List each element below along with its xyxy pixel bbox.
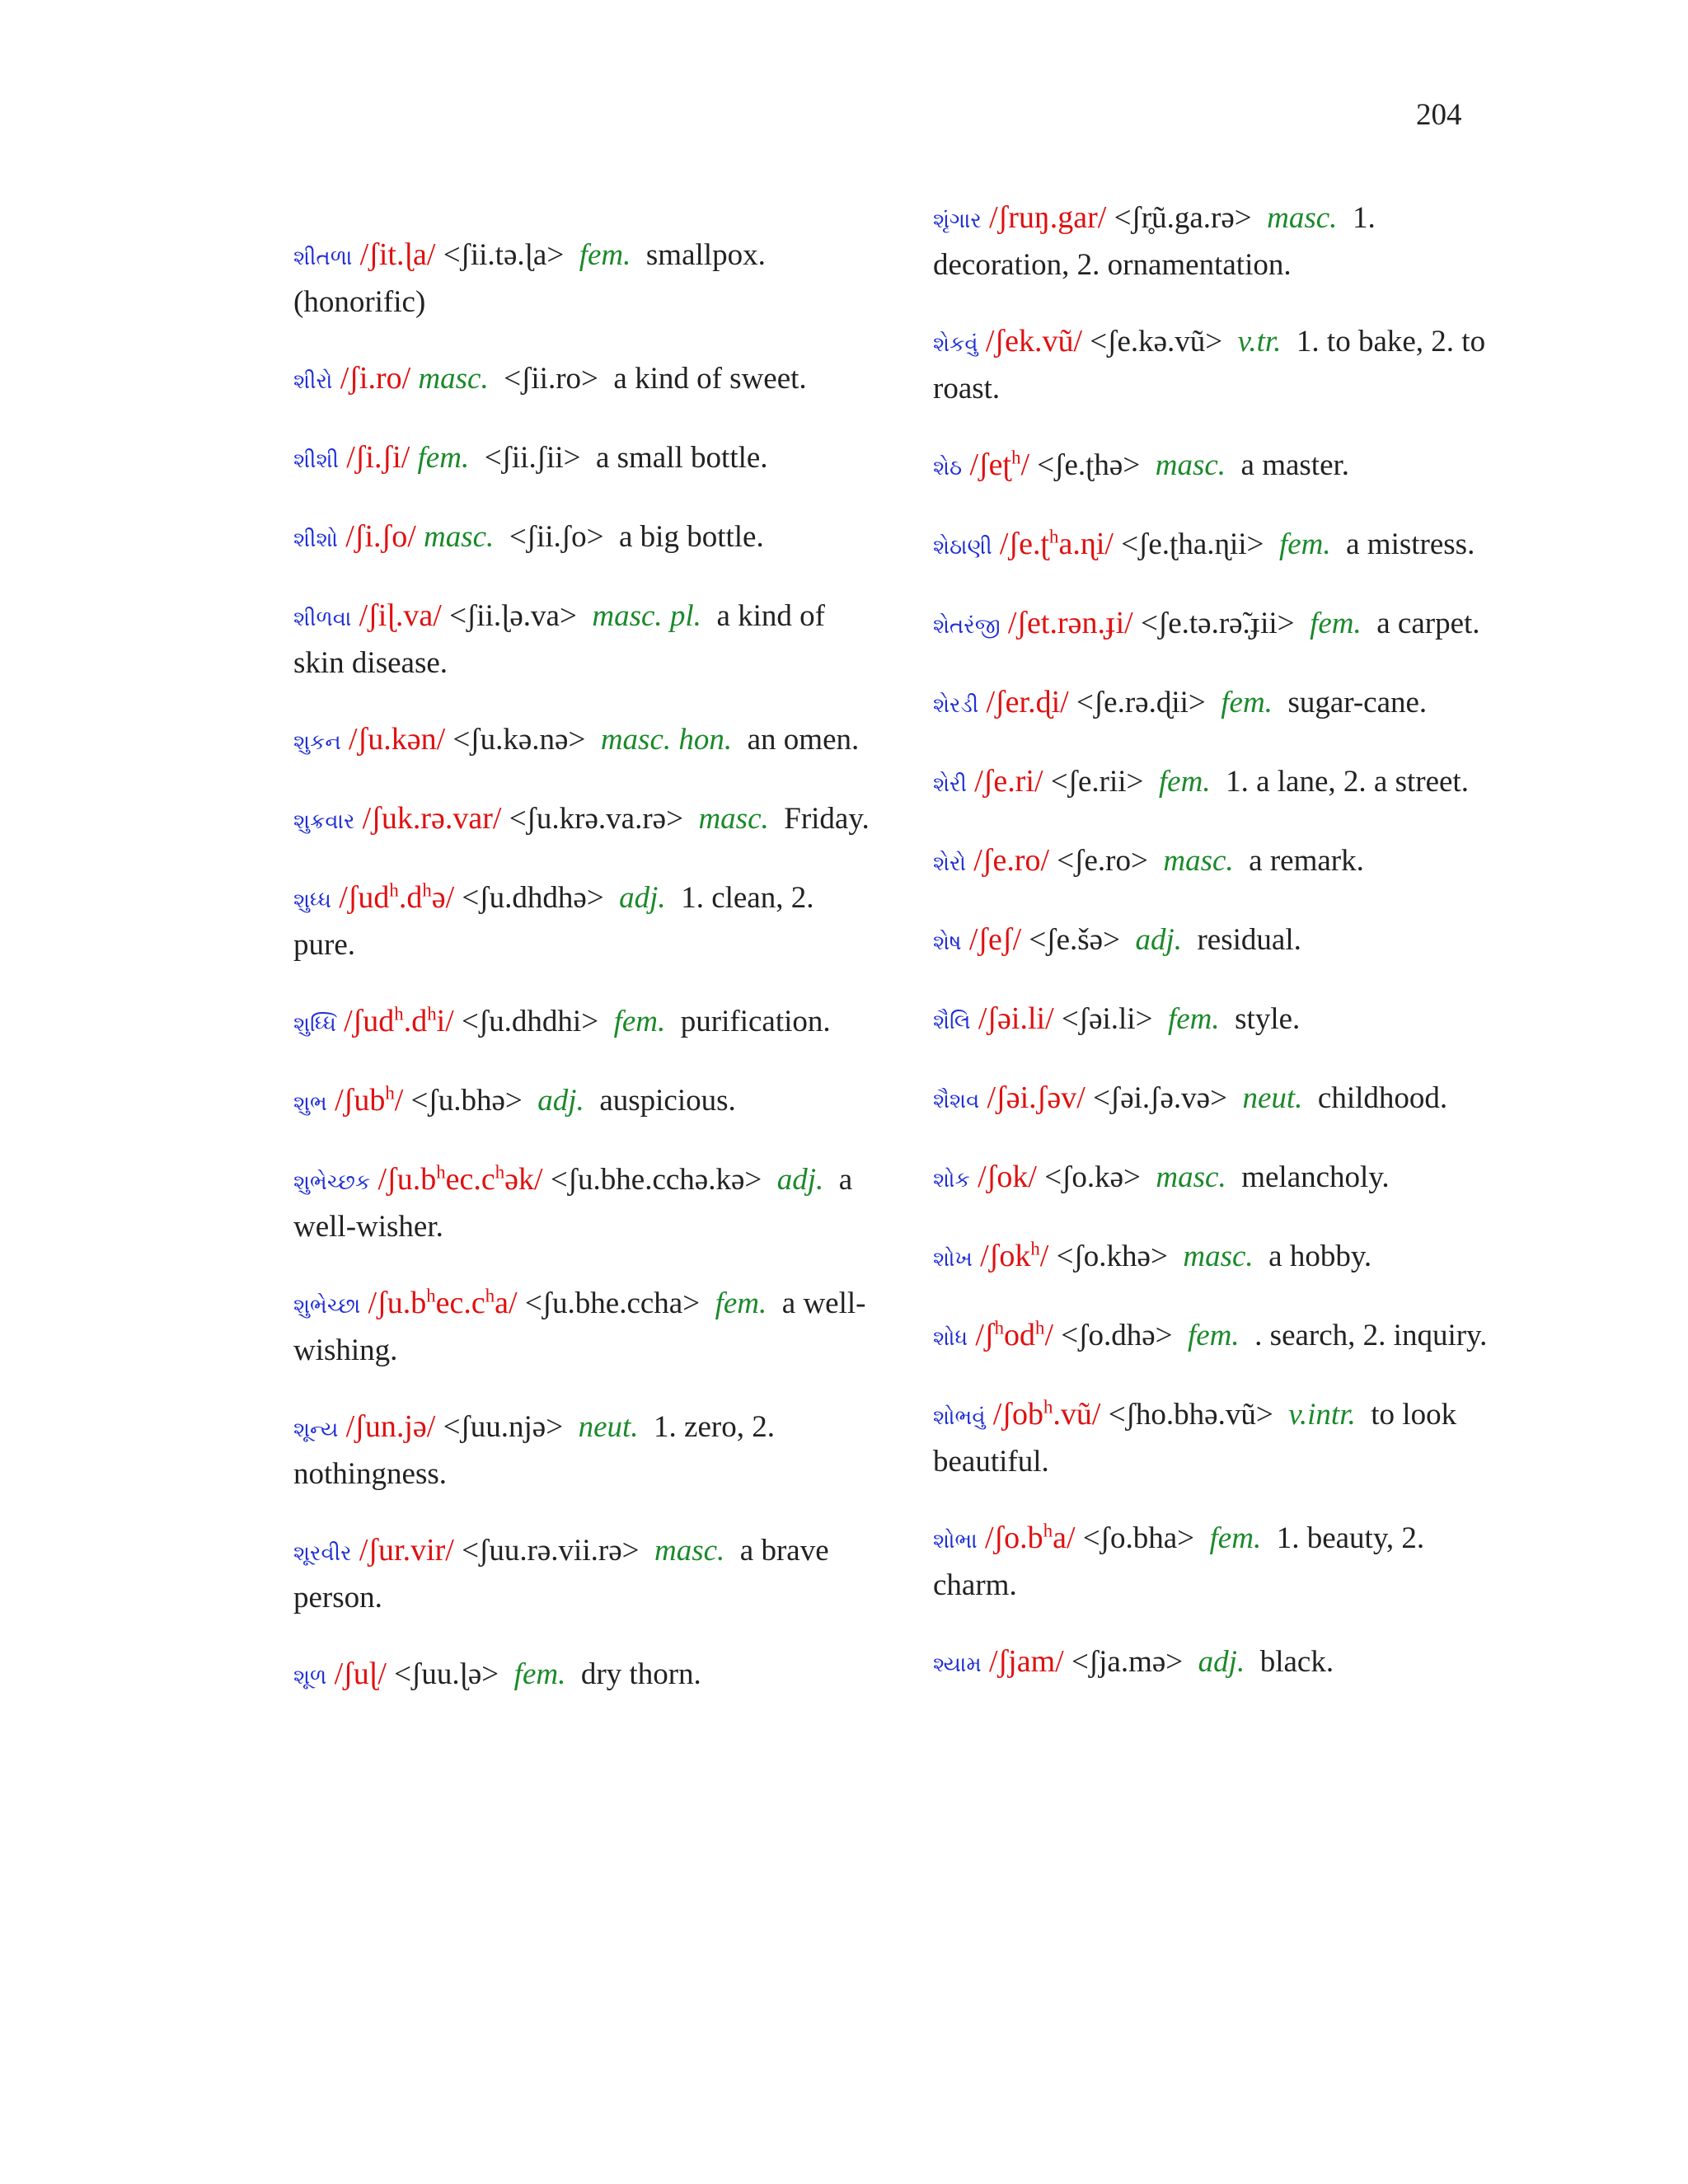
entry-transliteration: <ʃe.kə.vũ> — [1090, 325, 1223, 359]
entry-part-of-speech: masc. hon. — [600, 723, 733, 757]
entry-part-of-speech: fem. — [1187, 1319, 1240, 1352]
entry-transliteration: <ʃuu.ɭə> — [394, 1657, 499, 1691]
dictionary-entry — [933, 1313, 1510, 1361]
entry-gloss: 1. beauty, 2. charm. — [933, 1521, 1425, 1602]
entry-gloss: 1. a lane, 2. a street. — [1226, 765, 1469, 799]
entry-part-of-speech: fem. — [513, 1657, 566, 1691]
dictionary-entry — [293, 232, 870, 325]
dictionary-entry — [293, 796, 870, 844]
entry-gloss: smallpox. (honorific) — [293, 238, 766, 319]
entry-transliteration: <ʃəi.li> — [1061, 1002, 1153, 1036]
entry-headword: શીરો — [293, 369, 333, 394]
entry-gloss: to look beautiful. — [933, 1398, 1457, 1479]
entry-headword: શેકવું — [933, 332, 978, 357]
entry-part-of-speech: adj. — [1198, 1645, 1245, 1679]
entry-ipa: /ʃit.ɭa/ — [359, 237, 436, 272]
entry-gloss: a hobby. — [1268, 1240, 1372, 1273]
dictionary-entry — [933, 1234, 1510, 1282]
entry-part-of-speech: fem. — [1158, 765, 1211, 799]
entry-headword: શુધ્ધિ — [293, 1012, 336, 1037]
entry-gloss: auspicious. — [599, 1084, 736, 1118]
entry-ipa: /ʃjam/ — [988, 1644, 1064, 1679]
right-column — [933, 195, 1510, 1718]
entry-part-of-speech: masc. — [1267, 201, 1338, 235]
entry-part-of-speech: fem. — [579, 238, 631, 272]
entry-part-of-speech: fem. — [613, 1005, 666, 1038]
dictionary-entry — [933, 680, 1510, 728]
entry-headword: શેઠાણી — [933, 535, 992, 560]
entry-gloss: 1. to bake, 2. to roast. — [933, 325, 1486, 405]
entry-headword: શીળવા — [293, 607, 352, 631]
entry-part-of-speech: adj. — [619, 881, 666, 915]
entry-gloss: a carpet. — [1376, 607, 1480, 640]
entry-gloss: 1. zero, 2. nothingness. — [293, 1410, 775, 1491]
entry-ipa: /ʃe.ro/ — [973, 843, 1050, 878]
entry-ipa: /ʃruŋ.gar/ — [989, 200, 1107, 235]
entry-transliteration: <ʃii.ʃii> — [484, 441, 581, 475]
dictionary-entry — [293, 435, 870, 483]
entry-transliteration: <ʃii.ʃo> — [509, 520, 604, 554]
entry-gloss: a master. — [1240, 448, 1350, 482]
entry-gloss: a remark. — [1249, 844, 1364, 878]
dictionary-entry — [933, 1516, 1510, 1608]
dictionary-entry — [293, 875, 870, 968]
entry-transliteration: <ʃo.dhə> — [1061, 1319, 1173, 1352]
dictionary-entry — [293, 356, 870, 404]
entry-part-of-speech: fem. — [417, 441, 470, 475]
entry-transliteration: <ʃo.kə> — [1044, 1160, 1141, 1194]
entry-ipa: /ʃuɭ/ — [334, 1657, 387, 1691]
entry-part-of-speech: masc. — [698, 802, 769, 836]
dictionary-entry — [933, 996, 1510, 1044]
entry-transliteration: <ʃr̥ũ.ga.rə> — [1114, 201, 1252, 235]
dictionary-entry — [933, 838, 1510, 886]
entry-ipa: /ʃek.vũ/ — [985, 324, 1082, 359]
entry-transliteration: <ʃəi.ʃə.və> — [1093, 1081, 1227, 1115]
dictionary-entry — [933, 1639, 1510, 1687]
entry-part-of-speech: fem. — [1221, 686, 1273, 719]
dictionary-entry — [933, 759, 1510, 807]
entry-headword: શુક્રવાર — [293, 809, 355, 834]
entry-headword: શીશો — [293, 527, 339, 552]
entry-ipa: /ʃi.ro/ — [340, 361, 411, 396]
entry-gloss: a small bottle. — [595, 441, 768, 475]
entry-part-of-speech: masc. — [1163, 844, 1234, 878]
dictionary-entry — [293, 1404, 870, 1497]
entry-headword: શોભવું — [933, 1405, 986, 1430]
entry-gloss: a well-wishing. — [293, 1286, 866, 1367]
entry-transliteration: <ʃho.bhə.vũ> — [1108, 1398, 1273, 1432]
entry-headword: શેતરંજી — [933, 614, 1001, 639]
entry-gloss: residual. — [1197, 923, 1301, 957]
entry-ipa: /ʃe.ʈ$^h$a.ɳi/ — [999, 526, 1114, 561]
entry-headword: શેરો — [933, 851, 966, 876]
entry-gloss: 1. clean, 2. pure. — [293, 881, 814, 962]
entry-transliteration: <ʃu.dhdhə> — [462, 881, 604, 915]
entry-part-of-speech: masc. — [1183, 1240, 1254, 1273]
entry-transliteration: <ʃuu.njə> — [443, 1410, 564, 1444]
entry-transliteration: <ʃe.tə.rə̃.ɟii> — [1141, 607, 1295, 640]
entry-gloss: childhood. — [1317, 1081, 1448, 1115]
entry-part-of-speech: adj. — [776, 1163, 824, 1197]
entry-headword: શૂન્ય — [293, 1418, 339, 1442]
entry-transliteration: <ʃe.ro> — [1057, 844, 1148, 878]
entry-headword: શુકન — [293, 730, 341, 755]
dictionary-entry — [933, 443, 1510, 490]
entry-part-of-speech: v.tr. — [1237, 325, 1282, 359]
entry-headword: શૂરવીર — [293, 1541, 352, 1566]
entry-ipa: $/ʃud^h.d^hə/$ — [339, 879, 455, 915]
entry-ipa: /ʃur.vir/ — [359, 1533, 454, 1568]
entry-gloss: a brave person. — [293, 1534, 829, 1615]
dictionary-entry — [933, 917, 1510, 965]
dictionary-entry — [933, 195, 1510, 288]
dictionary-entry — [933, 522, 1510, 569]
entry-part-of-speech: masc. — [418, 362, 489, 396]
entry-transliteration: <ʃe.ʈhə> — [1037, 448, 1141, 482]
entry-part-of-speech: fem. — [1278, 527, 1331, 561]
left-column — [293, 232, 870, 1731]
entry-headword: શૈશવ — [933, 1089, 980, 1113]
dictionary-entry — [933, 319, 1510, 411]
entry-part-of-speech: fem. — [1167, 1002, 1220, 1036]
entry-ipa: /ʃi.ʃo/ — [345, 519, 416, 554]
entry-part-of-speech: masc. pl. — [592, 599, 701, 633]
dictionary-entry — [933, 601, 1510, 649]
entry-headword: શોક — [933, 1168, 970, 1193]
entry-headword: શેઠ — [933, 456, 963, 480]
entry-transliteration: <ʃu.krə.va.rə> — [509, 802, 683, 836]
entry-headword: શોભા — [933, 1529, 978, 1554]
entry-ipa: /ʃu.kən/ — [349, 722, 446, 757]
entry-ipa: /ʃi.ʃi/ — [346, 440, 410, 475]
entry-part-of-speech: masc. — [424, 520, 495, 554]
entry-headword: શોધ — [933, 1326, 968, 1351]
entry-transliteration: <ʃo.khə> — [1056, 1240, 1168, 1273]
dictionary-entry — [293, 1157, 870, 1249]
dictionary-entry — [293, 514, 870, 562]
entry-headword: શેરડી — [933, 693, 979, 718]
entry-ipa: /ʃer.ɖi/ — [986, 685, 1069, 719]
entry-ipa: /ʃok/ — [978, 1160, 1037, 1194]
entry-transliteration: <ʃu.bhe.cchə.kə> — [550, 1163, 762, 1197]
dictionary-entry — [293, 1078, 870, 1126]
entry-transliteration: <ʃii.ɭə.va> — [449, 599, 577, 633]
entry-ipa: /ʃob$^h$.vũ/ — [992, 1396, 1101, 1432]
entry-part-of-speech: v.intr. — [1288, 1398, 1356, 1432]
entry-headword: શુધ્ધ — [293, 888, 331, 913]
entry-gloss: an omen. — [747, 723, 860, 757]
entry-ipa: $/ʃ^hod^h/$ — [975, 1317, 1053, 1352]
entry-part-of-speech: fem. — [1209, 1521, 1262, 1555]
entry-gloss: melancholy. — [1241, 1160, 1390, 1194]
entry-gloss: black. — [1259, 1645, 1334, 1679]
entry-headword: શૃંગાર — [933, 209, 982, 233]
entry-ipa: /ʃok$^h$/ — [980, 1238, 1049, 1273]
entry-part-of-speech: masc. — [1155, 448, 1226, 482]
dictionary-entry — [933, 1076, 1510, 1123]
entry-ipa: /ʃəi.ʃəv/ — [987, 1080, 1085, 1115]
entry-part-of-speech: masc. — [1156, 1160, 1226, 1194]
entry-part-of-speech: adj. — [537, 1084, 584, 1118]
entry-ipa: /ʃəi.li/ — [978, 1001, 1054, 1036]
entry-gloss: Friday. — [784, 802, 870, 836]
dictionary-entry — [933, 1392, 1510, 1484]
entry-ipa: $/ʃud^h.d^hi/$ — [344, 1003, 454, 1038]
entry-part-of-speech: adj. — [1135, 923, 1182, 957]
entry-ipa: /ʃe.ri/ — [974, 764, 1043, 799]
entry-headword: શૈલિ — [933, 1010, 971, 1034]
entry-gloss: a big bottle. — [619, 520, 764, 554]
entry-ipa: /ʃiɭ.va/ — [359, 598, 442, 633]
entry-transliteration: <ʃuu.rə.vii.rə> — [462, 1534, 640, 1568]
entry-part-of-speech: fem. — [1310, 607, 1362, 640]
entry-gloss: a mistress. — [1346, 527, 1475, 561]
entry-headword: શીતળા — [293, 246, 353, 270]
entry-transliteration: <ʃe.ʈha.ɳii> — [1121, 527, 1264, 561]
entry-headword: શુભેચ્છા — [293, 1294, 361, 1319]
entry-ipa: $/ʃu.b^hec.c^ha/$ — [368, 1285, 518, 1320]
entry-ipa: $/ʃo.b^ha/$ — [984, 1520, 1076, 1555]
entry-part-of-speech: neut. — [1242, 1081, 1303, 1115]
entry-transliteration: <ʃii.ro> — [504, 362, 598, 396]
entry-gloss: a kind of skin disease. — [293, 599, 825, 680]
page-number: 204 — [1416, 98, 1462, 132]
dictionary-entry — [293, 1281, 870, 1373]
entry-transliteration: <ʃe.rə.ɖii> — [1076, 686, 1206, 719]
entry-ipa: /ʃun.jə/ — [345, 1409, 436, 1444]
entry-gloss: a kind of sweet. — [613, 362, 807, 396]
entry-part-of-speech: fem. — [715, 1286, 767, 1320]
entry-headword: શોખ — [933, 1247, 973, 1272]
entry-gloss: a well-wisher. — [293, 1163, 853, 1244]
entry-transliteration: <ʃu.bhe.ccha> — [524, 1286, 701, 1320]
entry-gloss: dry thorn. — [580, 1657, 701, 1691]
entry-gloss: purification. — [680, 1005, 831, 1038]
entry-ipa: /ʃet.rən.ɟi/ — [1007, 606, 1133, 640]
entry-headword: શેરી — [933, 772, 967, 797]
entry-part-of-speech: neut. — [578, 1410, 639, 1444]
entry-ipa: /ʃeʈ$^h$/ — [969, 447, 1030, 482]
dictionary-entry — [293, 999, 870, 1047]
entry-ipa: $/ʃu.b^hec.c^hək/$ — [377, 1161, 543, 1197]
entry-part-of-speech: masc. — [654, 1534, 725, 1568]
dictionary-entry — [293, 1528, 870, 1620]
dictionary-entry — [293, 593, 870, 686]
entry-ipa: /ʃeʃ/ — [968, 922, 1022, 957]
entry-transliteration: <ʃu.bhə> — [410, 1084, 523, 1118]
entry-transliteration: <ʃo.bha> — [1082, 1521, 1195, 1555]
entry-headword: શીશી — [293, 448, 339, 473]
entry-transliteration: <ʃu.kə.nə> — [452, 723, 586, 757]
dictionary-entry — [293, 1652, 870, 1699]
entry-transliteration: <ʃe.šə> — [1029, 923, 1120, 957]
entry-gloss: 1. decoration, 2. ornamentation. — [933, 201, 1376, 282]
entry-ipa: /ʃuk.rə.var/ — [362, 801, 502, 836]
entry-headword: શેષ — [933, 930, 962, 955]
entry-gloss: style. — [1235, 1002, 1301, 1036]
entry-transliteration: <ʃe.rii> — [1050, 765, 1144, 799]
entry-gloss: sugar-cane. — [1287, 686, 1428, 719]
entry-transliteration: <ʃja.mə> — [1071, 1645, 1184, 1679]
entry-transliteration: <ʃii.tə.ɭa> — [443, 238, 565, 272]
entry-headword: શૂળ — [293, 1665, 327, 1690]
dictionary-entry — [293, 717, 870, 765]
dictionary-entry — [933, 1155, 1510, 1202]
entry-headword: શુભ — [293, 1091, 327, 1116]
entry-transliteration: <ʃu.dhdhi> — [461, 1005, 599, 1038]
entry-headword: શ્યામ — [933, 1652, 982, 1677]
entry-gloss: . search, 2. inquiry. — [1254, 1319, 1488, 1352]
entry-ipa: /ʃub$^h$/ — [335, 1082, 404, 1118]
entry-headword: શુભેચ્છક — [293, 1170, 371, 1195]
